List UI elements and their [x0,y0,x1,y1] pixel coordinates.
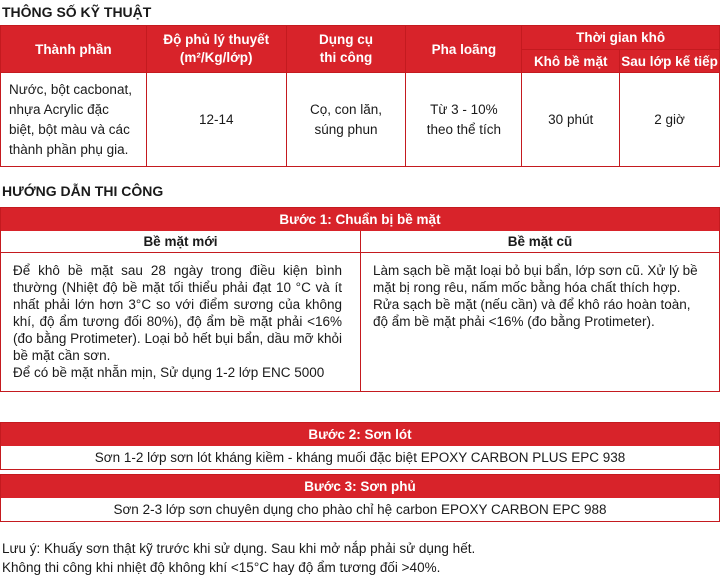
new-surface-text-extra: Để có bề mặt nhẵn mịn, Sử dụng 1-2 lớp ENC 5000 [13,365,325,380]
step2-text: Sơn 1-2 lớp sơn lót kháng kiềm - kháng muối đặc biệt EPOXY CARBON PLUS EPC 938 [94,450,626,465]
note-line-1: Lưu ý: Khuấy sơn thật kỹ trước khi sử dụng. Sau khi mở nắp phải sử dụng hết. [2,541,476,556]
note-line-2: Không thi công khi nhiệt độ không khí <15°C hay độ ẩm tương đối >40%. [2,560,441,575]
header-surface-dry: Khô bề mặt [522,50,620,73]
step1-block [0,207,720,392]
header-tools [286,26,406,73]
cell-surface-dry: 30 phút [522,73,620,167]
header-recoat: Sau lớp kế tiếp [620,50,720,73]
step2-block [0,422,720,470]
cell-component: Nước, bột cacbonat, nhựa Acrylic đặc biệt, bột màu và các thành phần phụ gia. [1,73,147,167]
note-block [2,539,475,577]
header-coverage-line2: (m²/Kg/lớp) [179,50,253,65]
cell-dilution: Từ 3 - 10% theo thể tích [406,73,522,167]
header-component: Thành phần [1,26,147,73]
header-dilution: Pha loãng [406,26,522,73]
header-coverage-line1: Độ phủ lý thuyết [163,32,270,47]
header-tools-line1: Dụng cụ [319,32,374,47]
new-surface-column [1,231,360,391]
spec-section-title: THÔNG SỐ KỸ THUẬT [2,4,152,20]
step3-text: Sơn 2-3 lớp sơn chuyên dụng cho phào chỉ hệ carbon EPOXY CARBON EPC 988 [113,502,607,517]
new-surface-text-main: Để khô bề mặt sau 28 ngày trong điều kiện bình thường (Nhiệt độ bề mặt tối thiểu phải đạt 10 °C và ít nhất phải lớn hơn 3°C so với điểm sương của không khí, độ ẩm tương đối 80%), độ ẩm bề mặt phải <16% (đo bằng Protimeter). Loại bỏ hết bụi bẩn, dầu mỡ khỏi bề mặt cần sơn. [13,263,342,363]
guide-section-title: HƯỚNG DẪN THI CÔNG [2,183,164,199]
header-coverage [146,26,286,73]
cell-tools: Cọ, con lăn, súng phun [286,73,406,167]
step3-title: Bước 3: Sơn phủ [1,475,719,498]
step1-title: Bước 1: Chuẩn bị bề mặt [1,208,719,231]
header-tools-line2: thi công [319,50,373,65]
header-dry-time: Thời gian khô [522,26,720,50]
new-surface-text [1,253,360,391]
step3-block [0,474,720,522]
step2-title: Bước 2: Sơn lót [1,423,719,446]
new-surface-title: Bề mặt mới [1,231,360,253]
old-surface-text: Làm sạch bề mặt loại bỏ bụi bẩn, lớp sơn cũ. Xử lý bề mặt bị rong rêu, nấm mốc bằng hóa chất thích hợp. Rửa sạch bề mặt (nếu cần) và để khô ráo hoàn toàn, độ ẩm bề mặt phải <16% (đo bằng Protimeter). [373,263,698,329]
cell-recoat: 2 giờ [620,73,720,167]
cell-coverage: 12-14 [146,73,286,167]
old-surface-column [360,231,719,391]
spec-table [0,25,720,167]
old-surface-title: Bề mặt cũ [361,231,719,253]
